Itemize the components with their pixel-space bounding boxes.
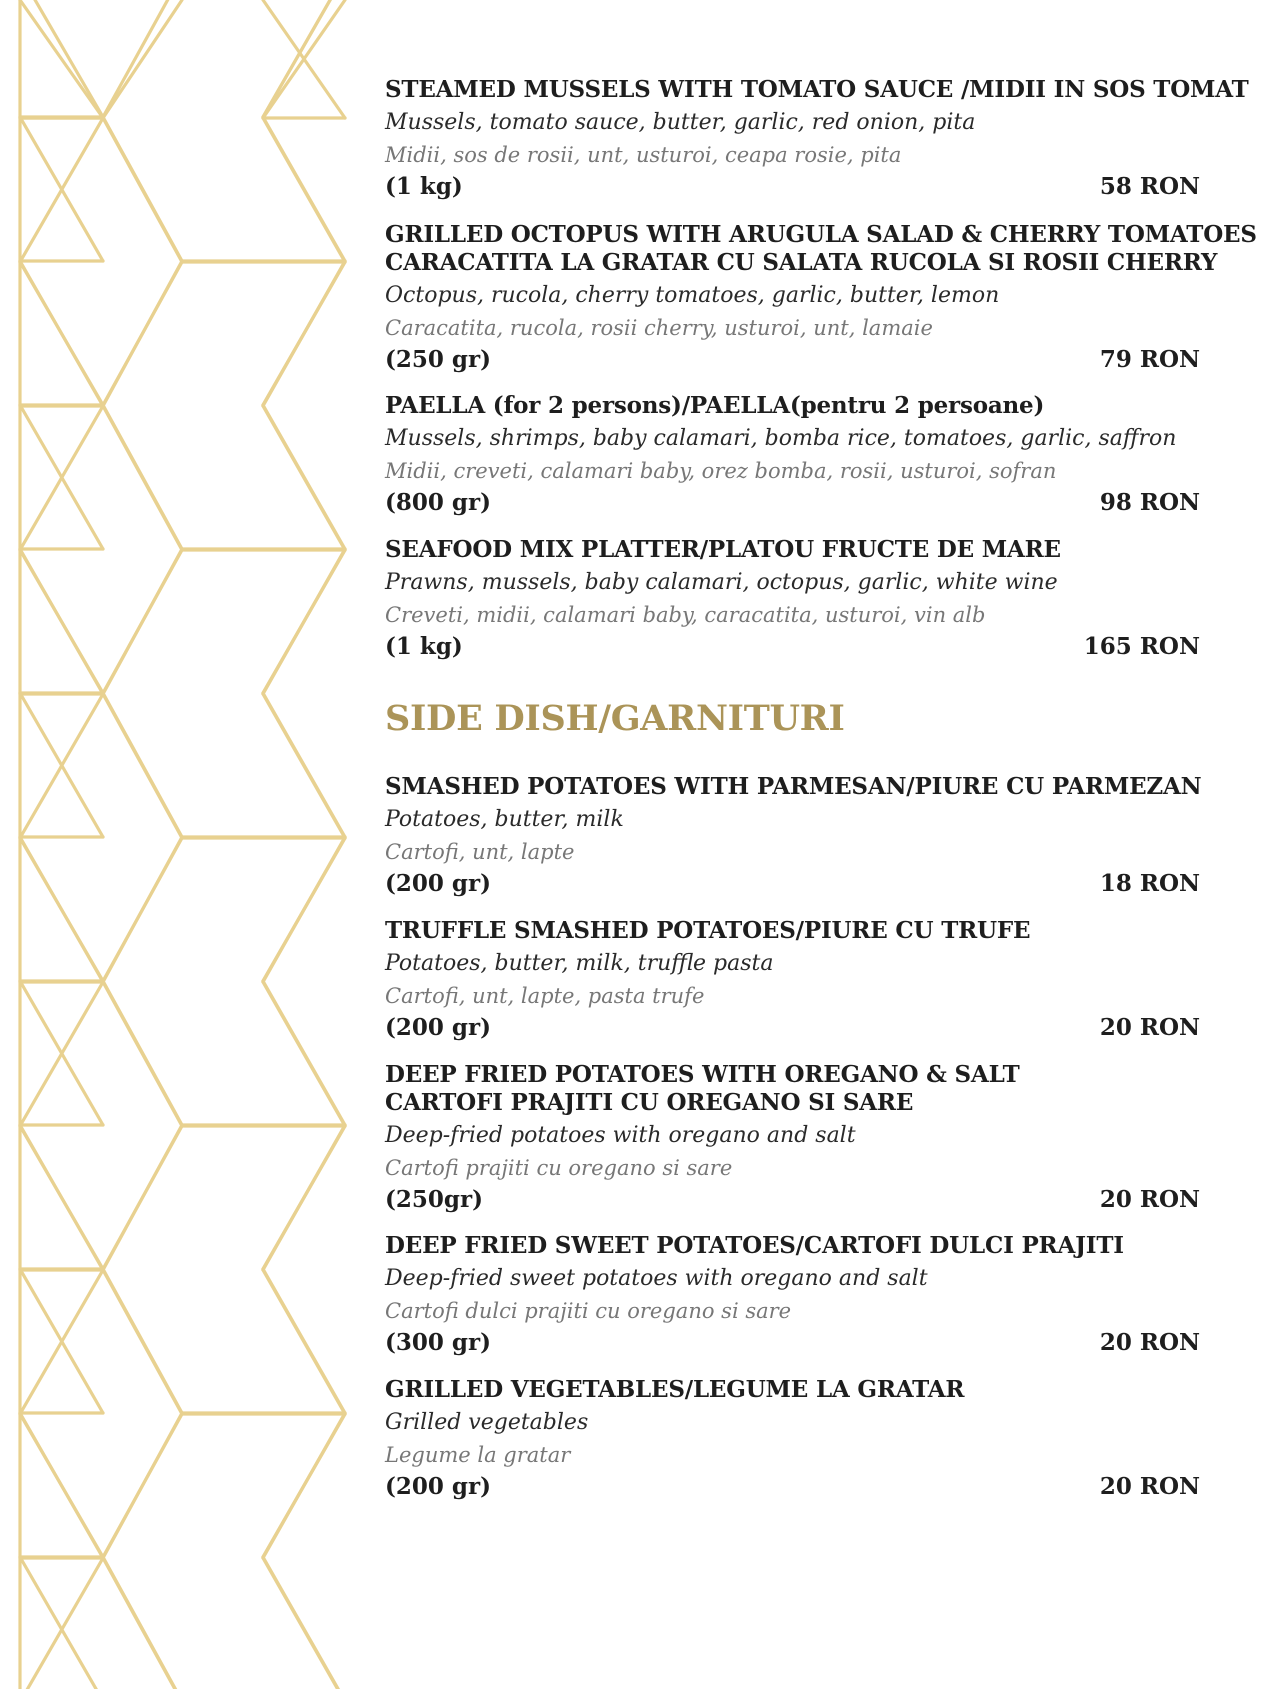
item-title: PAELLA (for 2 persons)/PAELLA(pentru 2 persoane)	[385, 392, 1045, 419]
item-price: 20 RON	[1099, 1329, 1200, 1356]
menu-item	[385, 76, 1249, 203]
item-price: 165 RON	[1083, 633, 1200, 660]
item-description-ro: Cartofi, unt, lapte	[385, 840, 575, 864]
item-weight: (250 gr)	[385, 346, 491, 373]
item-title: SEAFOOD MIX PLATTER/PLATOU FRUCTE DE MARE	[385, 536, 1061, 563]
item-description-en: Deep-fried sweet potatoes with oregano and salt	[385, 1266, 928, 1291]
item-footer	[385, 1184, 1200, 1216]
section-heading: SIDE DISH/GARNITURI	[385, 698, 845, 739]
item-weight: (200 gr)	[385, 1014, 491, 1041]
item-footer	[385, 1471, 1200, 1503]
item-weight: (200 gr)	[385, 1473, 491, 1500]
item-description-en: Mussels, tomato sauce, butter, garlic, red onion, pita	[385, 110, 976, 135]
item-footer	[385, 631, 1200, 663]
item-weight: (1 kg)	[385, 173, 463, 200]
item-weight: (300 gr)	[385, 1329, 491, 1356]
menu-item	[385, 392, 1200, 519]
item-price: 18 RON	[1099, 870, 1200, 897]
item-price: 58 RON	[1099, 173, 1200, 200]
item-title: STEAMED MUSSELS WITH TOMATO SAUCE /MIDII IN SOS TOMAT	[385, 76, 1249, 103]
item-description-en: Octopus, rucola, cherry tomatoes, garlic, butter, lemon	[385, 283, 1000, 308]
item-description-en: Prawns, mussels, baby calamari, octopus, garlic, white wine	[385, 570, 1058, 595]
menu-item	[385, 221, 1257, 376]
item-footer	[385, 868, 1200, 900]
item-title: DEEP FRIED SWEET POTATOES/CARTOFI DULCI PRAJITI	[385, 1232, 1124, 1259]
menu-item	[385, 773, 1200, 900]
menu-item	[385, 1061, 1200, 1216]
item-weight: (200 gr)	[385, 870, 491, 897]
item-title: GRILLED OCTOPUS WITH ARUGULA SALAD & CHERRY TOMATOES CARACATITA LA GRATAR CU SALATA RUCOLA SI ROSII CHERRY	[385, 221, 1257, 276]
menu-item	[385, 1232, 1200, 1359]
item-description-ro: Midii, sos de rosii, unt, usturoi, ceapa rosie, pita	[385, 143, 902, 167]
item-description-en: Mussels, shrimps, baby calamari, bomba rice, tomatoes, garlic, saffron	[385, 426, 1177, 451]
item-description-ro: Cartofi prajiti cu oregano si sare	[385, 1156, 733, 1180]
item-weight: (1 kg)	[385, 633, 463, 660]
item-title: GRILLED VEGETABLES/LEGUME LA GRATAR	[385, 1376, 965, 1403]
item-description-en: Potatoes, butter, milk	[385, 807, 624, 832]
menu-item	[385, 917, 1200, 1044]
item-description-en: Deep-fried potatoes with oregano and salt	[385, 1123, 856, 1148]
item-description-en: Grilled vegetables	[385, 1410, 589, 1435]
menu-item	[385, 1376, 1200, 1503]
item-weight: (250gr)	[385, 1186, 483, 1213]
item-price: 20 RON	[1099, 1186, 1200, 1213]
item-price: 20 RON	[1099, 1014, 1200, 1041]
item-description-ro: Caracatita, rucola, rosii cherry, usturoi, unt, lamaie	[385, 316, 933, 340]
item-description-ro: Cartofi dulci prajiti cu oregano si sare	[385, 1299, 792, 1323]
item-description-ro: Creveti, midii, calamari baby, caracatita, usturoi, vin alb	[385, 603, 986, 627]
menu-item	[385, 536, 1200, 663]
item-footer	[385, 344, 1200, 376]
item-footer	[385, 1012, 1200, 1044]
item-price: 98 RON	[1099, 489, 1200, 516]
item-title: TRUFFLE SMASHED POTATOES/PIURE CU TRUFE	[385, 917, 1031, 944]
item-description-en: Potatoes, butter, milk, truffle pasta	[385, 951, 774, 976]
decorative-hexagon-pattern	[0, 0, 360, 1689]
item-description-ro: Cartofi, unt, lapte, pasta trufe	[385, 984, 705, 1008]
item-price: 79 RON	[1099, 346, 1200, 373]
item-weight: (800 gr)	[385, 489, 491, 516]
item-description-ro: Legume la gratar	[385, 1443, 571, 1467]
item-title: DEEP FRIED POTATOES WITH OREGANO & SALT CARTOFI PRAJITI CU OREGANO SI SARE	[385, 1061, 1020, 1116]
item-footer	[385, 1327, 1200, 1359]
item-footer	[385, 487, 1200, 519]
item-price: 20 RON	[1099, 1473, 1200, 1500]
item-footer	[385, 171, 1200, 203]
item-title: SMASHED POTATOES WITH PARMESAN/PIURE CU PARMEZAN	[385, 773, 1202, 800]
item-description-ro: Midii, creveti, calamari baby, orez bomba, rosii, usturoi, sofran	[385, 459, 1057, 483]
